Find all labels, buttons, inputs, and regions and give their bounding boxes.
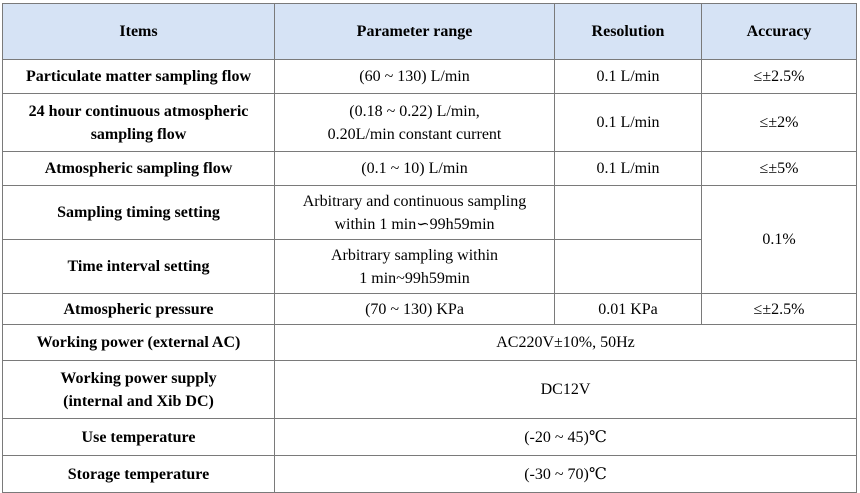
item-line: sampling flow: [90, 125, 187, 143]
range-cell: [275, 240, 555, 294]
range-line: (0.18 ~ 0.22) L/min,: [349, 102, 480, 120]
item-cell: Atmospheric pressure: [3, 294, 275, 325]
item-cell: Sampling timing setting: [3, 186, 275, 240]
range-line: 1 min~99h59min: [359, 269, 470, 287]
range-line: Arbitrary sampling within: [330, 246, 499, 264]
range-line: 0.20L/min constant current: [327, 125, 502, 143]
resolution-cell: 0.1 L/min: [555, 60, 702, 94]
resolution-cell-empty: [555, 240, 702, 294]
range-cell: (0.1 ~ 10) L/min: [275, 152, 555, 186]
range-cell: [275, 94, 555, 152]
value-cell-merged: AC220V±10%, 50Hz: [275, 325, 857, 361]
accuracy-cell: ≤±5%: [702, 152, 857, 186]
table-row: [3, 325, 857, 361]
accuracy-cell: ≤±2.5%: [702, 294, 857, 325]
item-cell: Atmospheric sampling flow: [3, 152, 275, 186]
item-line: Working power supply: [60, 369, 217, 387]
resolution-cell: 0.1 L/min: [555, 152, 702, 186]
item-cell: Use temperature: [3, 419, 275, 456]
range-cell: (70 ~ 130) KPa: [275, 294, 555, 325]
accuracy-cell-merged: 0.1%: [702, 186, 857, 294]
table-row: [3, 294, 857, 325]
item-line: (internal and Xib DC): [63, 392, 214, 410]
table-row: [3, 361, 857, 419]
item-cell: Time interval setting: [3, 240, 275, 294]
table-row: [3, 186, 857, 240]
table-row: [3, 152, 857, 186]
item-cell: [3, 94, 275, 152]
range-cell: [275, 186, 555, 240]
accuracy-cell: ≤±2%: [702, 94, 857, 152]
table-row: [3, 456, 857, 493]
header-items: Items: [3, 4, 275, 60]
header-resolution: Resolution: [555, 4, 702, 60]
value-cell-merged: (-20 ~ 45)℃: [275, 419, 857, 456]
item-line: 24 hour continuous atmospheric: [28, 102, 249, 120]
header-row: [3, 4, 857, 60]
header-parameter-range: Parameter range: [275, 4, 555, 60]
table-row: [3, 419, 857, 456]
specification-table: [2, 3, 857, 493]
table-row: [3, 94, 857, 152]
item-cell: Particulate matter sampling flow: [3, 60, 275, 94]
range-line: within 1 min∽99h59min: [334, 215, 495, 233]
resolution-cell: 0.01 KPa: [555, 294, 702, 325]
accuracy-cell: ≤±2.5%: [702, 60, 857, 94]
item-cell: [3, 361, 275, 419]
value-cell-merged: (-30 ~ 70)℃: [275, 456, 857, 493]
range-cell: (60 ~ 130) L/min: [275, 60, 555, 94]
value-cell-merged: DC12V: [275, 361, 857, 419]
resolution-cell: 0.1 L/min: [555, 94, 702, 152]
item-cell: Storage temperature: [3, 456, 275, 493]
header-accuracy: Accuracy: [702, 4, 857, 60]
resolution-cell-empty: [555, 186, 702, 240]
item-cell: Working power (external AC): [3, 325, 275, 361]
table-row: [3, 60, 857, 94]
range-line: Arbitrary and continuous sampling: [302, 192, 527, 210]
